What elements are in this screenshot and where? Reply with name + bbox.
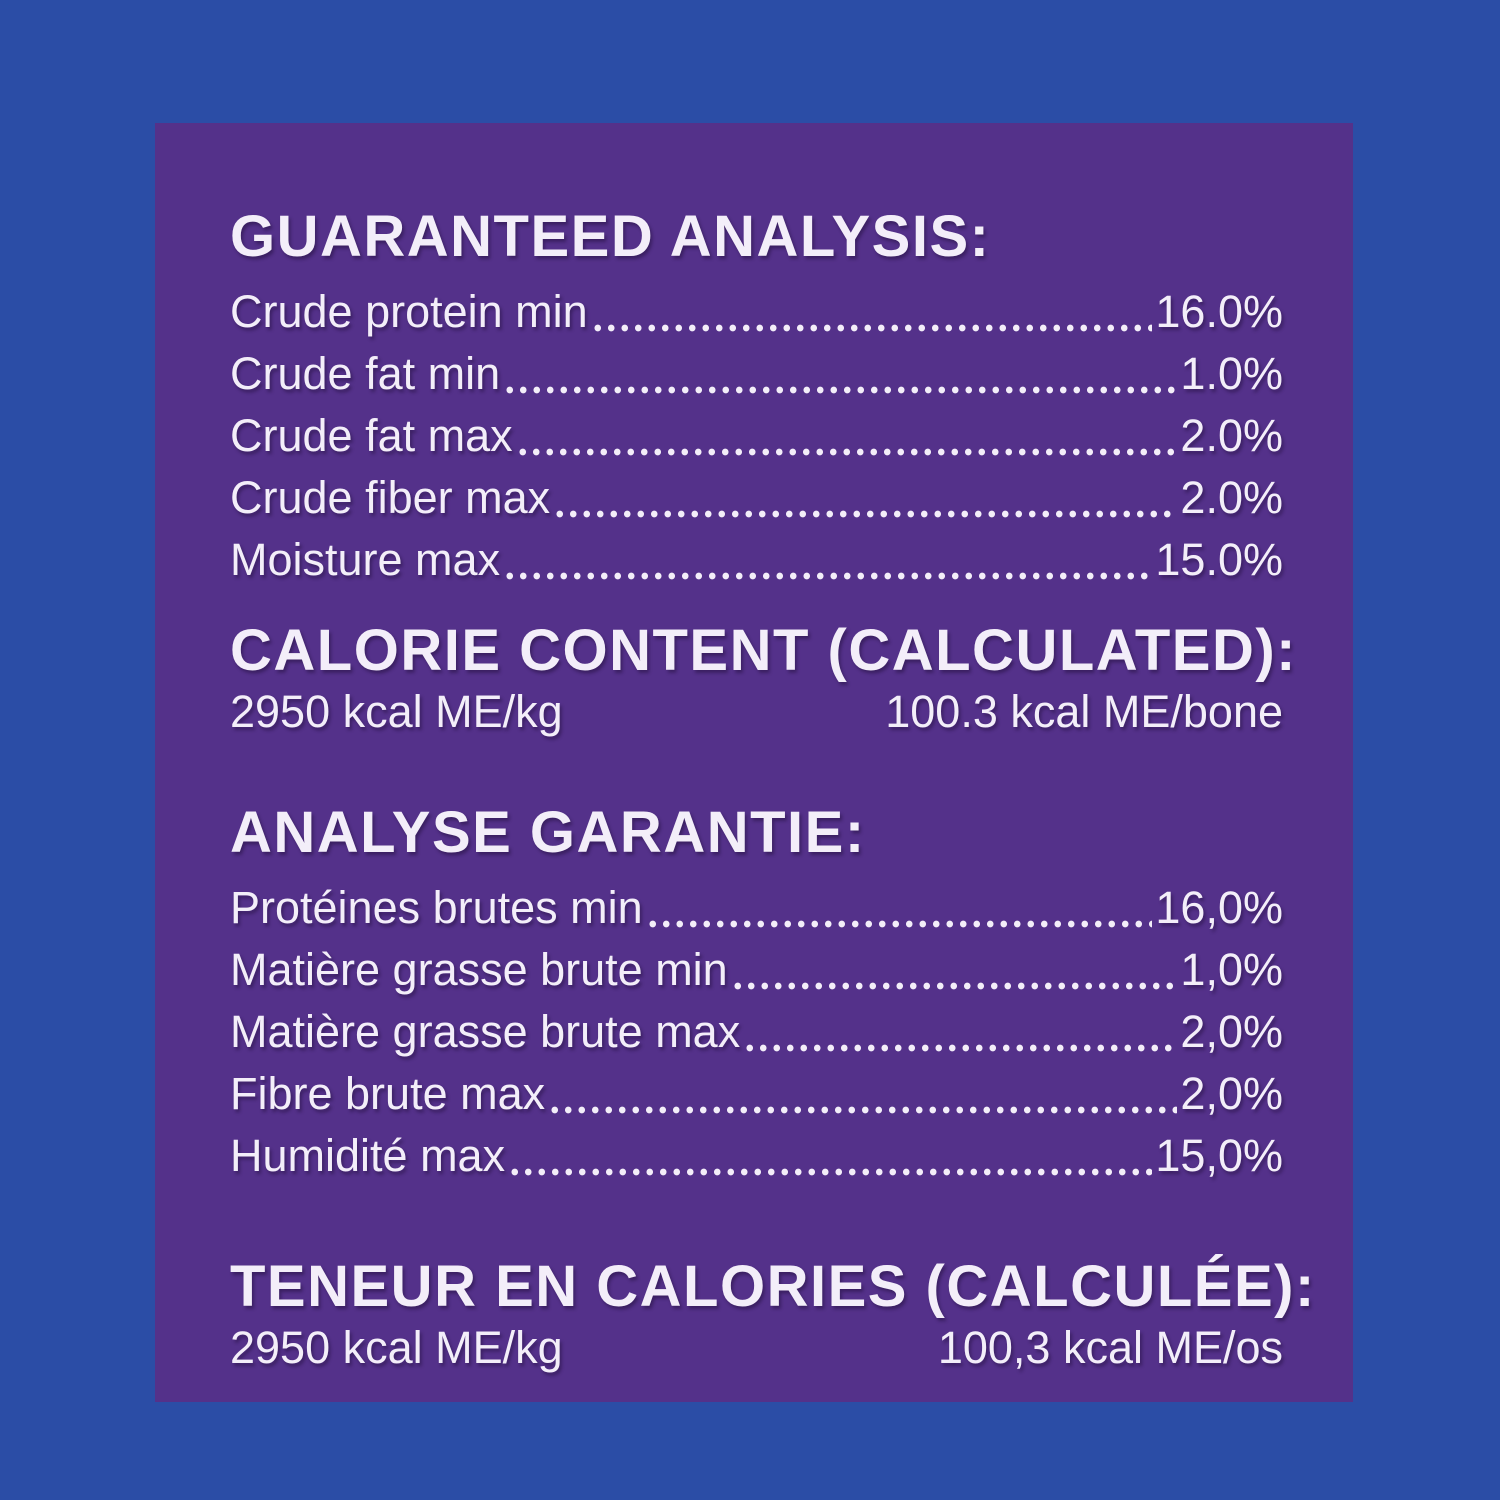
dot-leader [646,877,1153,939]
analysis-row-value: 2,0% [1180,1006,1283,1057]
analysis-row-value: 15.0% [1155,534,1283,585]
dot-leader [553,467,1177,529]
analysis-row-value: 2.0% [1180,410,1283,461]
analysis-row-crude-fiber-max [230,467,1283,529]
section-calorie-content-fr [230,1254,1316,1379]
kcal-per-kg-en: 2950 kcal ME/kg [230,686,563,737]
analysis-row-value: 2.0% [1180,472,1283,523]
analysis-row-label: Matière grasse brute max [230,1006,741,1057]
analysis-row-label: Crude fiber max [230,472,551,523]
calorie-content-en-heading: CALORIE CONTENT (CALCULATED): [230,618,1297,683]
analysis-row-proteines-brutes-min [230,877,1283,939]
guaranteed-analysis-heading: GUARANTEED ANALYSIS: [230,204,991,269]
dot-leader [743,1001,1177,1063]
calorie-content-fr-values [230,1317,1283,1379]
section-calorie-content-en [230,618,1297,743]
analysis-row-value: 16,0% [1155,882,1283,933]
analysis-row-crude-protein-min [230,281,1283,343]
analysis-row-label: Moisture max [230,534,501,585]
dot-leader [503,343,1177,405]
analysis-row-value: 1,0% [1180,944,1283,995]
dot-leader [731,939,1178,1001]
guaranteed-analysis-rows [230,281,1283,591]
analysis-row-value: 15,0% [1155,1130,1283,1181]
kcal-per-bone-en: 100.3 kcal ME/bone [885,686,1283,737]
analysis-row-moisture-max [230,529,1283,591]
calorie-content-en-values [230,681,1283,743]
kcal-per-kg-fr: 2950 kcal ME/kg [230,1322,563,1373]
analysis-row-label: Humidité max [230,1130,506,1181]
dot-leader [516,405,1178,467]
analysis-row-humidite-max [230,1125,1283,1187]
analysis-row-label: Crude fat max [230,410,513,461]
calorie-content-fr-heading: TENEUR EN CALORIES (CALCULÉE): [230,1254,1316,1319]
analysis-row-label: Protéines brutes min [230,882,643,933]
analysis-row-value: 1.0% [1180,348,1283,399]
dot-leader [508,1125,1152,1187]
section-guaranteed-analysis [230,204,1283,591]
nutrition-label-panel [155,123,1353,1402]
analysis-row-crude-fat-min [230,343,1283,405]
analysis-row-label: Crude protein min [230,286,588,337]
analysis-row-value: 2,0% [1180,1068,1283,1119]
analysis-row-label: Fibre brute max [230,1068,546,1119]
analysis-row-label: Matière grasse brute min [230,944,728,995]
analysis-row-matiere-grasse-brute-min [230,939,1283,1001]
analysis-row-label: Crude fat min [230,348,501,399]
dot-leader [591,281,1153,343]
analysis-row-crude-fat-max [230,405,1283,467]
analysis-row-fibre-brute-max [230,1063,1283,1125]
section-analyse-garantie [230,800,1283,1187]
analyse-garantie-rows [230,877,1283,1187]
analysis-row-matiere-grasse-brute-max [230,1001,1283,1063]
analyse-garantie-heading: ANALYSE GARANTIE: [230,800,866,865]
kcal-per-os-fr: 100,3 kcal ME/os [937,1322,1283,1373]
dot-leader [548,1063,1177,1125]
dot-leader [503,529,1152,591]
analysis-row-value: 16.0% [1155,286,1283,337]
